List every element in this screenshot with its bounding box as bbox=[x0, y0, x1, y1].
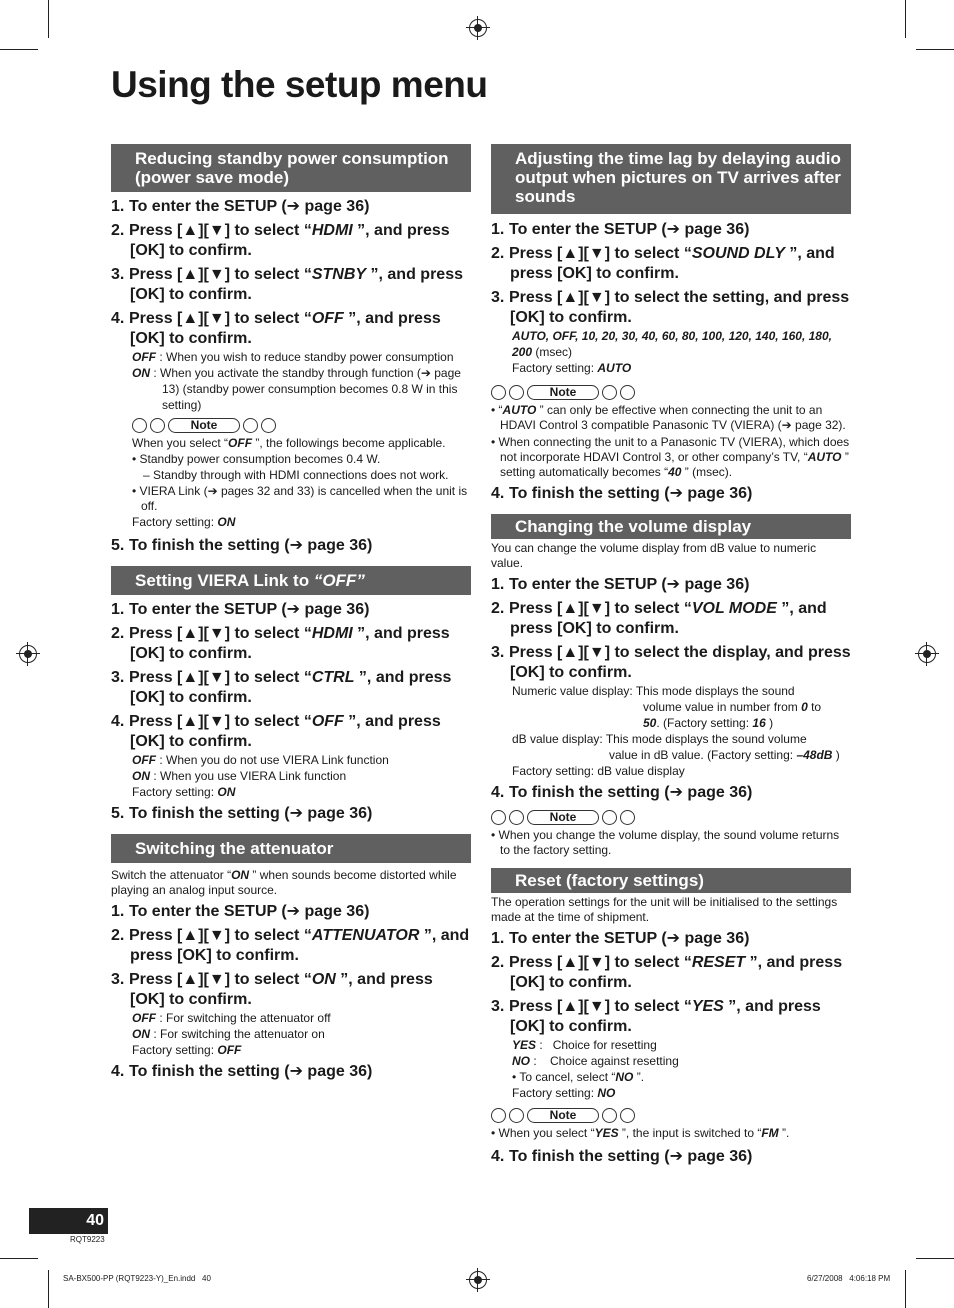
registration-mark-icon bbox=[918, 645, 936, 663]
step-finish: 4. To finish the setting (➔ page 36) bbox=[491, 784, 753, 801]
step-finish: 4. To finish the setting (➔ page 36) bbox=[491, 1148, 753, 1165]
note-bullet: • “AUTO ” can only be effective when connecting the unit to an HDAVI Control 3 compatible Panasonic TV (VIERA) (➔ page 32). bbox=[491, 403, 846, 432]
note-circle-icon bbox=[509, 1108, 524, 1123]
step: 2. Press [▲][▼] to select “RESET ”, and press [OK] to confirm. bbox=[491, 954, 843, 991]
step-finish: 5. To finish the setting (➔ page 36) bbox=[111, 537, 373, 554]
option-line: YES : Choice for resetting bbox=[512, 1038, 657, 1052]
step: 2. Press [▲][▼] to select “SOUND DLY ”, and press [OK] to confirm. bbox=[491, 245, 835, 282]
left-column bbox=[111, 144, 471, 1082]
page-title: Using the setup menu bbox=[111, 64, 488, 105]
step: 2. Press [▲][▼] to select “ATTENUATOR ”, and press [OK] to confirm. bbox=[111, 927, 470, 964]
note-header bbox=[491, 1107, 851, 1124]
crop-mark bbox=[0, 1258, 38, 1259]
note-label: Note bbox=[527, 810, 599, 825]
note-bullet: • Standby power consumption becomes 0.4 W. bbox=[132, 452, 381, 466]
section-heading-viera-link: Setting VIERA Link to “OFF” bbox=[111, 566, 471, 595]
crop-mark bbox=[916, 49, 954, 50]
section-intro: You can change the volume display from dB value to numeric value. bbox=[491, 541, 817, 570]
step: 4. Press [▲][▼] to select “OFF ”, and press [OK] to confirm. bbox=[111, 713, 441, 750]
note-circle-icon bbox=[243, 418, 258, 433]
numeric-display-line: volume value in number from 0 to bbox=[643, 700, 822, 714]
note-circle-icon bbox=[602, 810, 617, 825]
option-line: ON : When you activate the standby through function (➔ page 13) (standby power consumption becomes 0.8 W in this setting) bbox=[132, 366, 461, 412]
section-intro: The operation settings for the unit will be initialised to the settings made at the time of shipment. bbox=[491, 895, 838, 924]
step-finish: 4. To finish the setting (➔ page 36) bbox=[491, 485, 753, 502]
note-circle-icon bbox=[620, 385, 635, 400]
section-heading-sound-delay: Adjusting the time lag by delaying audio output when pictures on TV arrives after sounds bbox=[491, 144, 851, 214]
step: 3. Press [▲][▼] to select “ON ”, and press [OK] to confirm. bbox=[111, 971, 433, 1008]
note-list bbox=[111, 452, 471, 514]
note-circle-icon bbox=[509, 385, 524, 400]
factory-setting: Factory setting: ON bbox=[132, 785, 236, 799]
step: 1. To enter the SETUP (➔ page 36) bbox=[111, 903, 370, 920]
numeric-display-row: Numeric value display: This mode displays the sound bbox=[512, 684, 795, 698]
registration-mark-icon bbox=[469, 1271, 487, 1289]
step: 1. To enter the SETUP (➔ page 36) bbox=[491, 930, 750, 947]
note-circle-icon bbox=[509, 810, 524, 825]
section-intro: Switch the attenuator “ON ” when sounds become distorted while playing an analog input source. bbox=[111, 868, 457, 897]
factory-setting: Factory setting: ON bbox=[132, 515, 236, 529]
step: 1. To enter the SETUP (➔ page 36) bbox=[491, 576, 750, 593]
note-circle-icon bbox=[602, 385, 617, 400]
note-circle-icon bbox=[132, 418, 147, 433]
step: 3. Press [▲][▼] to select “CTRL ”, and press [OK] to confirm. bbox=[111, 669, 452, 706]
crop-mark bbox=[48, 1270, 49, 1308]
step: 2. Press [▲][▼] to select “HDMI ”, and press [OK] to confirm. bbox=[111, 625, 450, 662]
factory-setting: Factory setting: NO bbox=[512, 1086, 616, 1100]
option-line: ON : For switching the attenuator on bbox=[132, 1027, 325, 1041]
factory-setting: Factory setting: dB value display bbox=[512, 764, 685, 778]
numeric-display-line: 50. (Factory setting: 16 ) bbox=[643, 716, 774, 730]
note-bullet: – Standby through with HDMI connections does not work. bbox=[143, 468, 449, 482]
note-circle-icon bbox=[491, 385, 506, 400]
factory-setting: Factory setting: OFF bbox=[132, 1043, 242, 1057]
display-mode-table bbox=[491, 683, 851, 779]
step: 3. Press [▲][▼] to select “YES ”, and press [OK] to confirm. bbox=[491, 998, 821, 1035]
footer-date: 6/27/2008 4:06:18 PM bbox=[807, 1274, 891, 1283]
step: 1. To enter the SETUP (➔ page 36) bbox=[111, 601, 370, 618]
step: 3. Press [▲][▼] to select “STNBY ”, and press [OK] to confirm. bbox=[111, 266, 463, 303]
section-heading-power-save: Reducing standby power consumption (power save mode) bbox=[111, 144, 471, 192]
db-display-line: value in dB value. (Factory setting: –48dB ) bbox=[609, 748, 840, 762]
note-label: Note bbox=[527, 1108, 599, 1123]
note-circle-icon bbox=[620, 810, 635, 825]
step: 4. Press [▲][▼] to select “OFF ”, and press [OK] to confirm. bbox=[111, 310, 441, 347]
step-finish: 4. To finish the setting (➔ page 36) bbox=[111, 1063, 373, 1080]
crop-mark bbox=[916, 1258, 954, 1259]
note-text: When you select “OFF ”, the followings become applicable. bbox=[132, 436, 446, 450]
step-finish: 5. To finish the setting (➔ page 36) bbox=[111, 805, 373, 822]
section-heading-volume-display: Changing the volume display bbox=[491, 514, 851, 539]
cancel-line: • To cancel, select “NO ”. bbox=[512, 1070, 645, 1084]
note-bullet: • When you select “YES ”, the input is switched to “FM ”. bbox=[491, 1126, 790, 1140]
crop-mark bbox=[48, 0, 49, 38]
option-line: ON : When you use VIERA Link function bbox=[132, 769, 347, 783]
note-circle-icon bbox=[491, 1108, 506, 1123]
step: 3. Press [▲][▼] to select the setting, and press [OK] to confirm. bbox=[491, 289, 850, 326]
crop-mark bbox=[0, 49, 38, 50]
step: 3. Press [▲][▼] to select the display, and press [OK] to confirm. bbox=[491, 644, 851, 681]
note-label: Note bbox=[168, 418, 240, 433]
section-heading-attenuator: Switching the attenuator bbox=[111, 834, 471, 863]
right-column bbox=[491, 144, 851, 1167]
factory-setting: Factory setting: AUTO bbox=[512, 361, 632, 375]
note-circle-icon bbox=[602, 1108, 617, 1123]
option-line: OFF : When you wish to reduce standby power consumption bbox=[132, 350, 454, 364]
values-list: AUTO, OFF, 10, 20, 30, 40, 60, 80, 100, 120, 140, 160, 180, 200 (msec) bbox=[512, 329, 832, 359]
note-label: Note bbox=[527, 385, 599, 400]
note-header bbox=[491, 384, 851, 401]
crop-mark bbox=[905, 1270, 906, 1308]
note-header bbox=[111, 417, 471, 434]
step: 2. Press [▲][▼] to select “HDMI ”, and press [OK] to confirm. bbox=[111, 222, 450, 259]
option-line: OFF : For switching the attenuator off bbox=[132, 1011, 331, 1025]
step: 2. Press [▲][▼] to select “VOL MODE ”, and press [OK] to confirm. bbox=[491, 600, 827, 637]
db-display-row: dB value display: This mode displays the sound volume bbox=[512, 732, 807, 746]
note-circle-icon bbox=[491, 810, 506, 825]
step: 1. To enter the SETUP (➔ page 36) bbox=[111, 198, 370, 215]
option-line: OFF : When you do not use VIERA Link function bbox=[132, 753, 389, 767]
note-bullet: • VIERA Link (➔ pages 32 and 33) is cancelled when the unit is off. bbox=[132, 484, 468, 513]
note-circle-icon bbox=[150, 418, 165, 433]
note-header bbox=[491, 809, 851, 826]
footer-file: SA-BX500-PP (RQT9223-Y)_En.indd 40 bbox=[63, 1274, 211, 1283]
note-circle-icon bbox=[620, 1108, 635, 1123]
registration-mark-icon bbox=[469, 19, 487, 37]
note-bullet: • When connecting the unit to a Panasonic TV (VIERA), which does not incorporate HDAVI Control 3, or other company’s TV, “AUTO ” setting automatically becomes “40 ” (msec). bbox=[491, 435, 850, 479]
section-heading-reset: Reset (factory settings) bbox=[491, 868, 851, 893]
crop-mark bbox=[905, 0, 906, 38]
page-number: 40 bbox=[29, 1208, 108, 1234]
note-bullet: • When you change the volume display, the sound volume returns to the factory setting. bbox=[491, 828, 840, 857]
doc-code: RQT9223 bbox=[70, 1235, 105, 1244]
note-circle-icon bbox=[261, 418, 276, 433]
option-line: NO : Choice against resetting bbox=[512, 1054, 679, 1068]
step: 1. To enter the SETUP (➔ page 36) bbox=[491, 221, 750, 238]
registration-mark-icon bbox=[19, 645, 37, 663]
